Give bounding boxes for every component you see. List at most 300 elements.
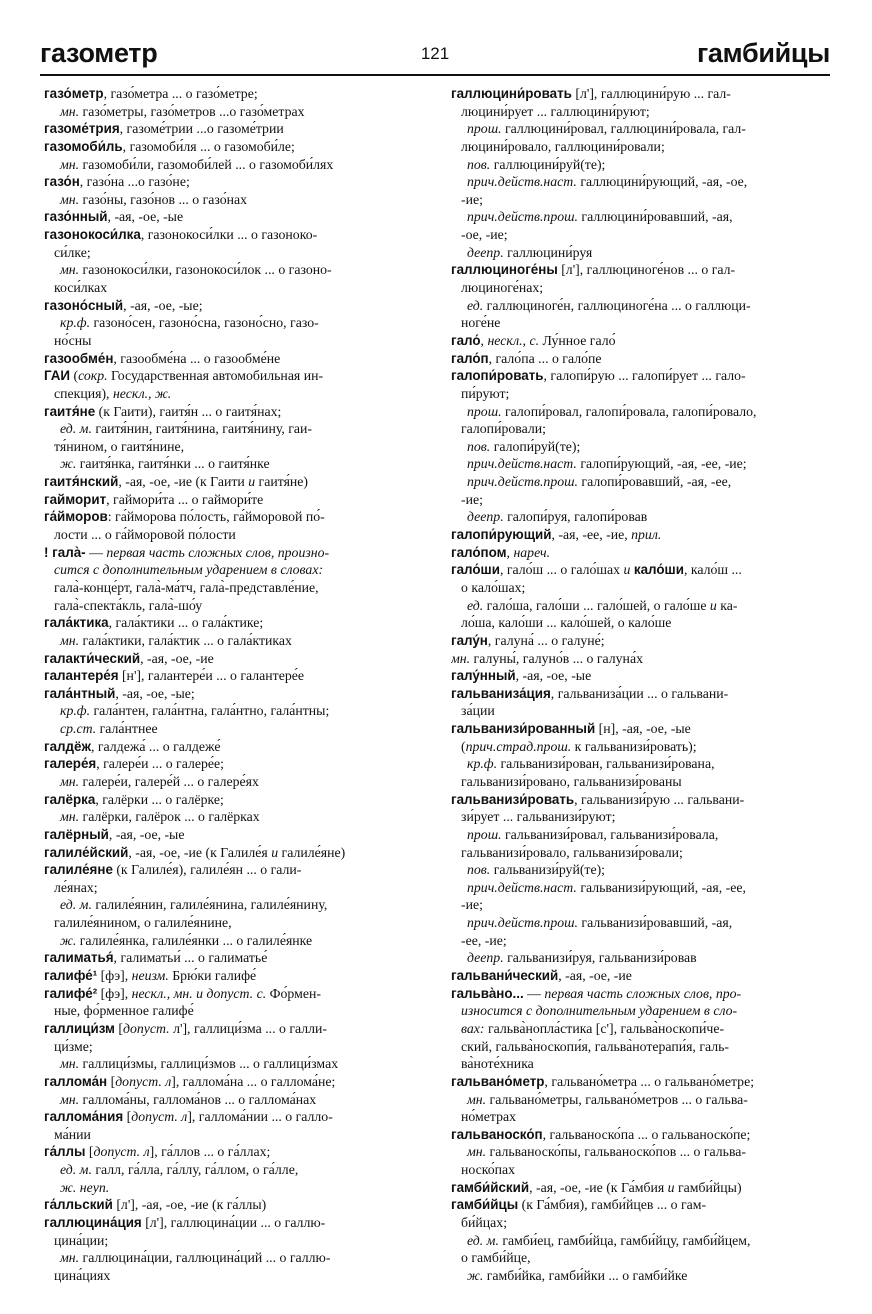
entry-text: (	[461, 738, 466, 754]
dictionary-entry-line	[44, 473, 420, 491]
entry-continuation-line	[451, 1108, 827, 1126]
entry-text: галопи́рующий, -ая, -ее, -ие;	[576, 456, 747, 472]
dictionary-entry-line	[44, 1196, 420, 1214]
headword: галиле́йский	[44, 844, 129, 860]
headword: галлюциноге́ны	[451, 262, 558, 278]
dictionary-entry-line	[44, 861, 420, 879]
entry-continuation-line	[451, 808, 827, 826]
dictionary-entry-line	[44, 791, 420, 809]
entry-text: цина́ции;	[54, 1232, 109, 1248]
headword: галлици́зм	[44, 1020, 115, 1036]
headword: галу́нный	[451, 668, 516, 684]
headword: гаитя́не	[44, 403, 96, 419]
grammar-label: пов.	[467, 438, 491, 454]
entry-continuation-line	[451, 1214, 827, 1232]
entry-continuation-line	[44, 1161, 420, 1179]
grammar-label: деепр.	[467, 950, 504, 966]
entry-text: , -ая, -ое, -ые	[107, 209, 184, 225]
grammar-label: мн.	[60, 1091, 80, 1107]
grammar-label: ед.	[467, 297, 484, 313]
entry-text: газонокоси́лки, газонокоси́лок ... о газоно-	[79, 262, 332, 278]
dictionary-entry-line	[44, 367, 420, 385]
entry-continuation-line	[44, 1091, 420, 1109]
entry-text: , гала́ктики ... о гала́ктике;	[108, 615, 264, 631]
dictionary-entry-line	[451, 367, 827, 385]
headword: галере́я	[44, 756, 97, 772]
entry-text: [л'], галлюциноге́нов ... о гал-	[557, 262, 736, 278]
entry-continuation-line	[44, 156, 420, 174]
entry-text: ], галлома́на ... о галлома́не;	[171, 1073, 336, 1089]
grammar-label: ед. м.	[60, 421, 92, 437]
entry-text: -ее, -ие;	[461, 932, 507, 948]
entry-continuation-line	[451, 473, 827, 491]
entry-text: люциноге́нах;	[461, 280, 544, 296]
entry-text: [л'], галлюцина́ции ... о галлю-	[141, 1215, 326, 1230]
dictionary-entry-line	[451, 1126, 827, 1144]
entry-text: галлюцини́ровал, галлюцини́ровала, гал-	[501, 121, 746, 137]
grammar-label: мн.	[60, 809, 80, 825]
headword: газо́метр	[44, 86, 104, 101]
entry-text: , газо́метра ... о газо́метре;	[103, 86, 258, 101]
dictionary-entry-line	[44, 226, 420, 244]
grammar-label: пов.	[467, 156, 491, 172]
entry-text: гальвано́метры, гальвано́метров ... о гальва-	[486, 1091, 748, 1107]
entry-text: галл, га́лла, га́ллу, га́ллом, о га́лле,	[91, 1162, 299, 1178]
entry-continuation-line	[44, 597, 420, 615]
grammar-label: ед.	[467, 597, 484, 613]
grammar-label: мн.	[451, 650, 471, 666]
entry-continuation-line	[451, 773, 827, 791]
entry-text: о кало́шах;	[461, 579, 526, 595]
headword: гальванизи́рованный	[451, 721, 596, 737]
grammar-label: прич.страд.прош.	[465, 738, 572, 754]
entry-text: , гальванизи́рую ... гальвани-	[574, 791, 745, 807]
dictionary-entry-line	[451, 667, 827, 685]
dictionary-entry-line	[44, 826, 420, 844]
entry-continuation-line	[44, 1126, 420, 1144]
entry-continuation-line	[44, 879, 420, 897]
headword: гальваноско́п	[451, 1126, 543, 1142]
grammar-label: сокр.	[78, 368, 108, 384]
entry-text: галлюцини́рующий, -ая, -ое,	[576, 174, 748, 190]
headword: галиле́яне	[44, 862, 113, 878]
headword: галифе́²	[44, 985, 98, 1001]
entry-continuation-line	[451, 1091, 827, 1109]
entry-text: [л'], галлюцини́рую ... гал-	[571, 86, 731, 101]
dictionary-entry-line	[451, 350, 827, 368]
grammar-label: допуст. л	[115, 1073, 172, 1089]
grammar-label: мн.	[60, 1056, 80, 1072]
entry-continuation-line	[44, 1249, 420, 1267]
headword: газонокоси́лка	[44, 227, 141, 243]
headword: галу́н	[451, 632, 488, 648]
entry-text: но́сны	[54, 332, 92, 348]
dictionary-entry-line	[451, 332, 827, 350]
dictionary-entry-line	[451, 526, 827, 544]
right-column	[451, 85, 827, 1285]
entry-text: гальва̀нопла́стика [с'], гальва̀носкопи́че-	[484, 1020, 725, 1036]
grammar-label: прил.	[631, 527, 662, 543]
headword: га́ллы	[44, 1144, 86, 1160]
grammar-label: и	[709, 597, 717, 613]
headword: галопи́ровать	[451, 368, 544, 384]
entry-text: , газо́на ...о газо́не;	[79, 174, 190, 190]
grammar-label: мн.	[60, 262, 80, 278]
dictionary-entry-line	[44, 85, 420, 103]
entry-continuation-line	[44, 561, 420, 579]
headword: гало́ши	[451, 562, 500, 578]
entry-text: , -ая, -ее, -ие,	[551, 527, 632, 543]
headword: гала́нтный	[44, 685, 116, 701]
entry-text: , галдежа́ ... о галдеже́	[90, 738, 221, 754]
grammar-label: нескл., ж.	[112, 385, 172, 401]
entry-text: гала̀-конце́рт, гала̀-ма́тч, гала̀-представле́ние,	[54, 579, 319, 595]
entry-text: си́лке;	[54, 244, 91, 260]
grammar-label: деепр.	[467, 509, 504, 525]
headword: галдёж	[44, 738, 91, 754]
grammar-label: мн.	[467, 1091, 487, 1107]
entry-text: галлюцини́руй(те);	[490, 156, 606, 172]
grammar-label: прич.действ.прош.	[467, 915, 578, 931]
dictionary-entry-line	[44, 403, 420, 421]
entry-text: (к Га́мбия), гамби́йцев ... о гам-	[518, 1197, 707, 1213]
entry-text: —	[523, 985, 545, 1001]
entry-continuation-line	[451, 861, 827, 879]
entry-text: галопи́ровали;	[461, 421, 546, 437]
headword: галифе́¹	[44, 968, 98, 984]
entry-continuation-line	[451, 1055, 827, 1073]
dictionary-entry-line	[44, 173, 420, 191]
dictionary-entry-line	[451, 685, 827, 703]
entry-continuation-line	[451, 597, 827, 615]
grammar-label: допуст.	[123, 1020, 170, 1036]
entry-continuation-line	[451, 1232, 827, 1250]
grammar-label: износится с дополнительным ударением в сло-	[461, 1003, 738, 1019]
dictionary-entry-line	[44, 650, 420, 668]
entry-text: , гаймори́та ... о гаймори́те	[106, 491, 264, 507]
headword: газо́нный	[44, 209, 108, 225]
entry-text: ], галлома́нии ... о галло-	[187, 1109, 333, 1125]
entry-text: , газоме́трии ...о газоме́трии	[119, 121, 284, 137]
entry-continuation-line	[44, 808, 420, 826]
entry-text: гамби́йцы)	[674, 1179, 742, 1195]
entry-text: газо́метры, газо́метров ...о газо́метрах	[79, 103, 305, 119]
grammar-label: и	[271, 844, 279, 860]
entry-text: , -ая, -ое, -ие (к Гаити	[118, 474, 249, 490]
entry-continuation-line	[451, 949, 827, 967]
entry-continuation-line	[44, 579, 420, 597]
entry-continuation-line	[44, 1038, 420, 1056]
grammar-label: деепр.	[467, 244, 504, 260]
entry-text: гальванизи́ровавший, -ая,	[577, 915, 733, 931]
dictionary-entry-line	[451, 544, 827, 562]
headword: гала́ктика	[44, 615, 109, 631]
entry-continuation-line	[451, 491, 827, 509]
entry-continuation-line	[451, 1249, 827, 1267]
entry-continuation-line	[451, 826, 827, 844]
entry-text: би́йцах;	[461, 1215, 508, 1230]
entry-text: галиле́янином, о галиле́янине,	[54, 915, 232, 931]
grammar-label: и	[248, 474, 256, 490]
headword: гальвани́ческий	[451, 968, 559, 984]
entry-continuation-line	[451, 844, 827, 862]
entry-continuation-line	[451, 1161, 827, 1179]
entry-text: , гальваноско́па ... о гальваноско́пе;	[542, 1126, 751, 1142]
entry-continuation-line	[451, 455, 827, 473]
dictionary-entry-line	[44, 1143, 420, 1161]
headword: гайморит	[44, 491, 107, 507]
entry-continuation-line	[44, 1002, 420, 1020]
entry-text: ва̀ноте́хника	[461, 1056, 534, 1072]
entry-text: гальванизи́ровал, гальванизи́ровала,	[501, 826, 719, 842]
entry-continuation-line	[451, 914, 827, 932]
entry-text: к гальванизи́ровать);	[571, 738, 697, 754]
dictionary-entry-line	[44, 208, 420, 226]
entry-continuation-line	[44, 773, 420, 791]
grammar-label: прич.действ.прош.	[467, 209, 578, 225]
entry-continuation-line	[44, 261, 420, 279]
entry-continuation-line	[44, 191, 420, 209]
entry-text: л'], галлици́зма ... о галли-	[169, 1020, 328, 1036]
entry-continuation-line	[451, 614, 827, 632]
grammar-label: прош.	[467, 826, 502, 842]
entry-continuation-line	[451, 226, 827, 244]
page-number: 121	[420, 44, 450, 63]
entry-continuation-line	[451, 1267, 827, 1285]
dictionary-entry-line	[451, 791, 827, 809]
entry-text: [	[123, 1109, 132, 1125]
entry-text: гальванизи́ровано, гальванизи́рованы	[461, 773, 682, 789]
headword: кало́ши	[633, 562, 684, 578]
entry-text: , гало́па ... о гало́пе	[488, 350, 602, 366]
entry-text: галиле́янка, галиле́янки ... о галиле́янке	[76, 932, 313, 948]
grammar-label: прош.	[467, 403, 502, 419]
grammar-label: первая часть сложных слов, про-	[544, 985, 742, 1001]
dictionary-entry-line	[44, 1108, 420, 1126]
entry-text: , -ая, -ое, -ие	[558, 968, 632, 984]
dictionary-entry-line	[44, 491, 420, 509]
entry-text: ,	[480, 332, 488, 348]
grammar-label: ср.ст.	[60, 721, 97, 737]
entry-continuation-line	[451, 1002, 827, 1020]
grammar-label: вах:	[461, 1020, 485, 1036]
headword: гамби́йский	[451, 1179, 530, 1195]
dictionary-entry-line	[44, 1020, 420, 1038]
entry-text: гальванизи́рован, гальванизи́рована,	[497, 756, 715, 772]
entry-text: галлома́ны, галлома́нов ... о галлома́нах	[79, 1091, 317, 1107]
entry-continuation-line	[44, 896, 420, 914]
dictionary-entry-line	[451, 632, 827, 650]
entry-text: галопи́ровавший, -ая, -ее,	[577, 474, 732, 490]
dictionary-entry-line	[44, 120, 420, 138]
entry-continuation-line	[451, 244, 827, 262]
entry-continuation-line	[44, 455, 420, 473]
entry-continuation-line	[451, 879, 827, 897]
entry-text: , галуна́ ... о галуне́;	[487, 632, 605, 648]
grammar-label: и	[667, 1179, 675, 1195]
headword: гаитя́нский	[44, 474, 119, 490]
dictionary-entry-line	[451, 967, 827, 985]
entry-continuation-line	[44, 1055, 420, 1073]
entry-text: галопи́ровал, галопи́ровала, галопи́ровало,	[501, 403, 757, 419]
entry-text: , -ая, -ое, -ые;	[123, 297, 203, 313]
headword: галлома́ния	[44, 1109, 124, 1125]
grammar-label: кр.ф.	[60, 315, 91, 331]
dictionary-entry-line	[44, 667, 420, 685]
entry-text: Лу́нное гало́	[539, 332, 616, 348]
entry-continuation-line	[451, 314, 827, 332]
grammar-label: ж.	[467, 1267, 484, 1283]
entry-continuation-line	[44, 702, 420, 720]
headword: газо́н	[44, 174, 80, 190]
entry-text: , газонокоси́лки ... о газоноко-	[140, 227, 318, 243]
headword: гальвано́метр	[451, 1073, 545, 1089]
entry-continuation-line	[44, 1179, 420, 1197]
entry-text: галёрки, галёрок ... о галёрках	[79, 809, 260, 825]
page-header	[40, 36, 830, 72]
entry-text: , галере́и ... о галере́е;	[96, 756, 224, 772]
entry-continuation-line	[44, 314, 420, 332]
entry-text: лости ... о га́йморовой по́лости	[54, 527, 236, 543]
entry-text: , -ая, -ое, -ие (к Галиле́я	[128, 844, 272, 860]
entry-continuation-line	[451, 1143, 827, 1161]
headword: гало́пом	[451, 544, 507, 560]
entry-continuation-line	[451, 138, 827, 156]
entry-continuation-line	[451, 508, 827, 526]
dictionary-entry-line	[44, 1214, 420, 1232]
headword: ГАИ	[44, 368, 71, 384]
entry-text: , -ая, -ое, -ие	[140, 650, 214, 666]
entry-text: о гамби́йце,	[461, 1250, 531, 1266]
entry-continuation-line	[451, 738, 827, 756]
grammar-label: ж. неуп.	[60, 1179, 110, 1195]
entry-continuation-line	[451, 1038, 827, 1056]
entry-text: [л'], -ая, -ое, -ие (к га́ллы)	[112, 1197, 267, 1213]
grammar-label: кр.ф.	[60, 703, 91, 719]
headword: газоме́трия	[44, 121, 120, 137]
grammar-label: прич.действ.наст.	[467, 879, 577, 895]
entry-continuation-line	[44, 279, 420, 297]
entry-continuation-line	[44, 244, 420, 262]
dictionary-entry-line	[44, 614, 420, 632]
headword: газоно́сный	[44, 297, 124, 313]
entry-continuation-line	[451, 1020, 827, 1038]
entry-text: , галёрки ... о галёрке;	[95, 791, 224, 807]
grammar-label: мн.	[60, 1250, 80, 1266]
entry-text: , кало́ш ...	[683, 562, 742, 578]
entry-continuation-line	[451, 755, 827, 773]
header-rule	[40, 74, 830, 76]
right-guide-word: гамбийцы	[696, 38, 830, 68]
entry-text: [	[114, 1020, 124, 1036]
entry-text: (к Галиле́я), галиле́ян ... о гали-	[112, 862, 302, 878]
entry-text: люцини́ровало, галлюцини́ровали;	[461, 138, 665, 154]
entry-text: но́метрах	[461, 1109, 516, 1125]
entry-continuation-line	[451, 120, 827, 138]
headword: галиматья́	[44, 950, 114, 966]
entry-continuation-line	[44, 438, 420, 456]
entry-text: галуны́, галуно́в ... о галуна́х	[470, 650, 643, 666]
entry-text: , -ая, -ое, -ые;	[115, 685, 195, 701]
entry-continuation-line	[44, 1232, 420, 1250]
grammar-label: прич.действ.прош.	[467, 474, 578, 490]
entry-text: , гальвано́метра ... о гальвано́метре;	[544, 1073, 755, 1089]
left-guide-word: газометр	[40, 38, 158, 68]
entry-continuation-line	[451, 173, 827, 191]
grammar-label: мн.	[60, 191, 80, 207]
entry-text: коси́лках	[54, 280, 108, 296]
entry-text: газоно́сен, газоно́сна, газоно́сно, газо-	[90, 315, 319, 331]
entry-continuation-line	[451, 438, 827, 456]
entry-continuation-line	[451, 385, 827, 403]
dictionary-entry-line	[44, 544, 420, 562]
entry-continuation-line	[451, 702, 827, 720]
entry-continuation-line	[44, 1267, 420, 1285]
dictionary-entry-line	[451, 1073, 827, 1091]
left-column	[44, 85, 420, 1285]
headword: галлома́н	[44, 1073, 108, 1089]
dictionary-entry-line	[451, 1196, 827, 1214]
entry-text: галлици́змы, галлици́змов ... о галлици́змах	[79, 1056, 339, 1072]
entry-text: ], га́ллов ... о га́ллах;	[149, 1144, 271, 1160]
entry-continuation-line	[451, 932, 827, 950]
entry-text: -ие;	[461, 191, 483, 207]
entry-text: -ие;	[461, 491, 483, 507]
grammar-label: ед. м.	[467, 1232, 499, 1248]
entry-text: ,	[506, 544, 514, 560]
headword: галлюцина́ция	[44, 1215, 142, 1230]
dictionary-entry-line	[451, 1179, 827, 1197]
dictionary-entry-line	[44, 1073, 420, 1091]
headword: газомоби́ль	[44, 138, 123, 154]
dictionary-entry-line	[44, 738, 420, 756]
entry-text: , газообме́на ... о газообме́не	[113, 350, 281, 366]
dictionary-entry-line	[451, 985, 827, 1003]
entry-text: гальванизи́руй(те);	[490, 862, 606, 878]
grammar-label: прич.действ.наст.	[467, 456, 577, 472]
entry-text: (к Гаити), гаитя́н ... о гаитя́нах;	[95, 403, 282, 419]
entry-text: ма́нии	[54, 1126, 91, 1142]
entry-text: ноге́не	[461, 315, 501, 331]
grammar-label: нареч.	[513, 544, 551, 560]
entry-text: гальванизи́руя, гальванизи́ровав	[503, 950, 697, 966]
grammar-label: кр.ф.	[467, 756, 498, 772]
headword: гальванизи́ровать	[451, 791, 575, 807]
grammar-label: и	[623, 562, 631, 578]
entry-text: , гальваниза́ции ... о гальвани-	[550, 685, 729, 701]
entry-continuation-line	[44, 420, 420, 438]
dictionary-entry-line	[44, 508, 420, 526]
entry-text: [н], -ая, -ое, -ые	[595, 721, 691, 737]
entry-text: галопи́руя, галопи́ровав	[503, 509, 648, 525]
grammar-label: прич.действ.наст.	[467, 174, 577, 190]
grammar-label: нескл., с.	[487, 332, 540, 348]
grammar-label: нескл., мн. и допуст. с.	[131, 985, 267, 1001]
entry-text: гало́ша, гало́ши ... гало́шей, о гало́ше	[483, 597, 710, 613]
headword: галёрный	[44, 826, 109, 842]
entry-text: [н'], галантере́и ... о галантере́е	[118, 668, 304, 684]
dictionary-entry-line	[451, 720, 827, 738]
entry-text: люцини́рует ... галлюцини́руют;	[461, 103, 650, 119]
entry-continuation-line	[44, 720, 420, 738]
entry-text: галлюцини́ровавший, -ая,	[577, 209, 733, 225]
entry-text: -ие;	[461, 897, 483, 913]
entry-text: , газомоби́ля ... о газомоби́ле;	[122, 138, 295, 154]
entry-text: гаитя́нин, гаитя́нина, гаитя́нину, гаи-	[91, 421, 312, 437]
entry-text: газо́ны, газо́нов ... о газо́нах	[79, 191, 248, 207]
grammar-label: ж.	[60, 932, 77, 948]
entry-continuation-line	[451, 103, 827, 121]
